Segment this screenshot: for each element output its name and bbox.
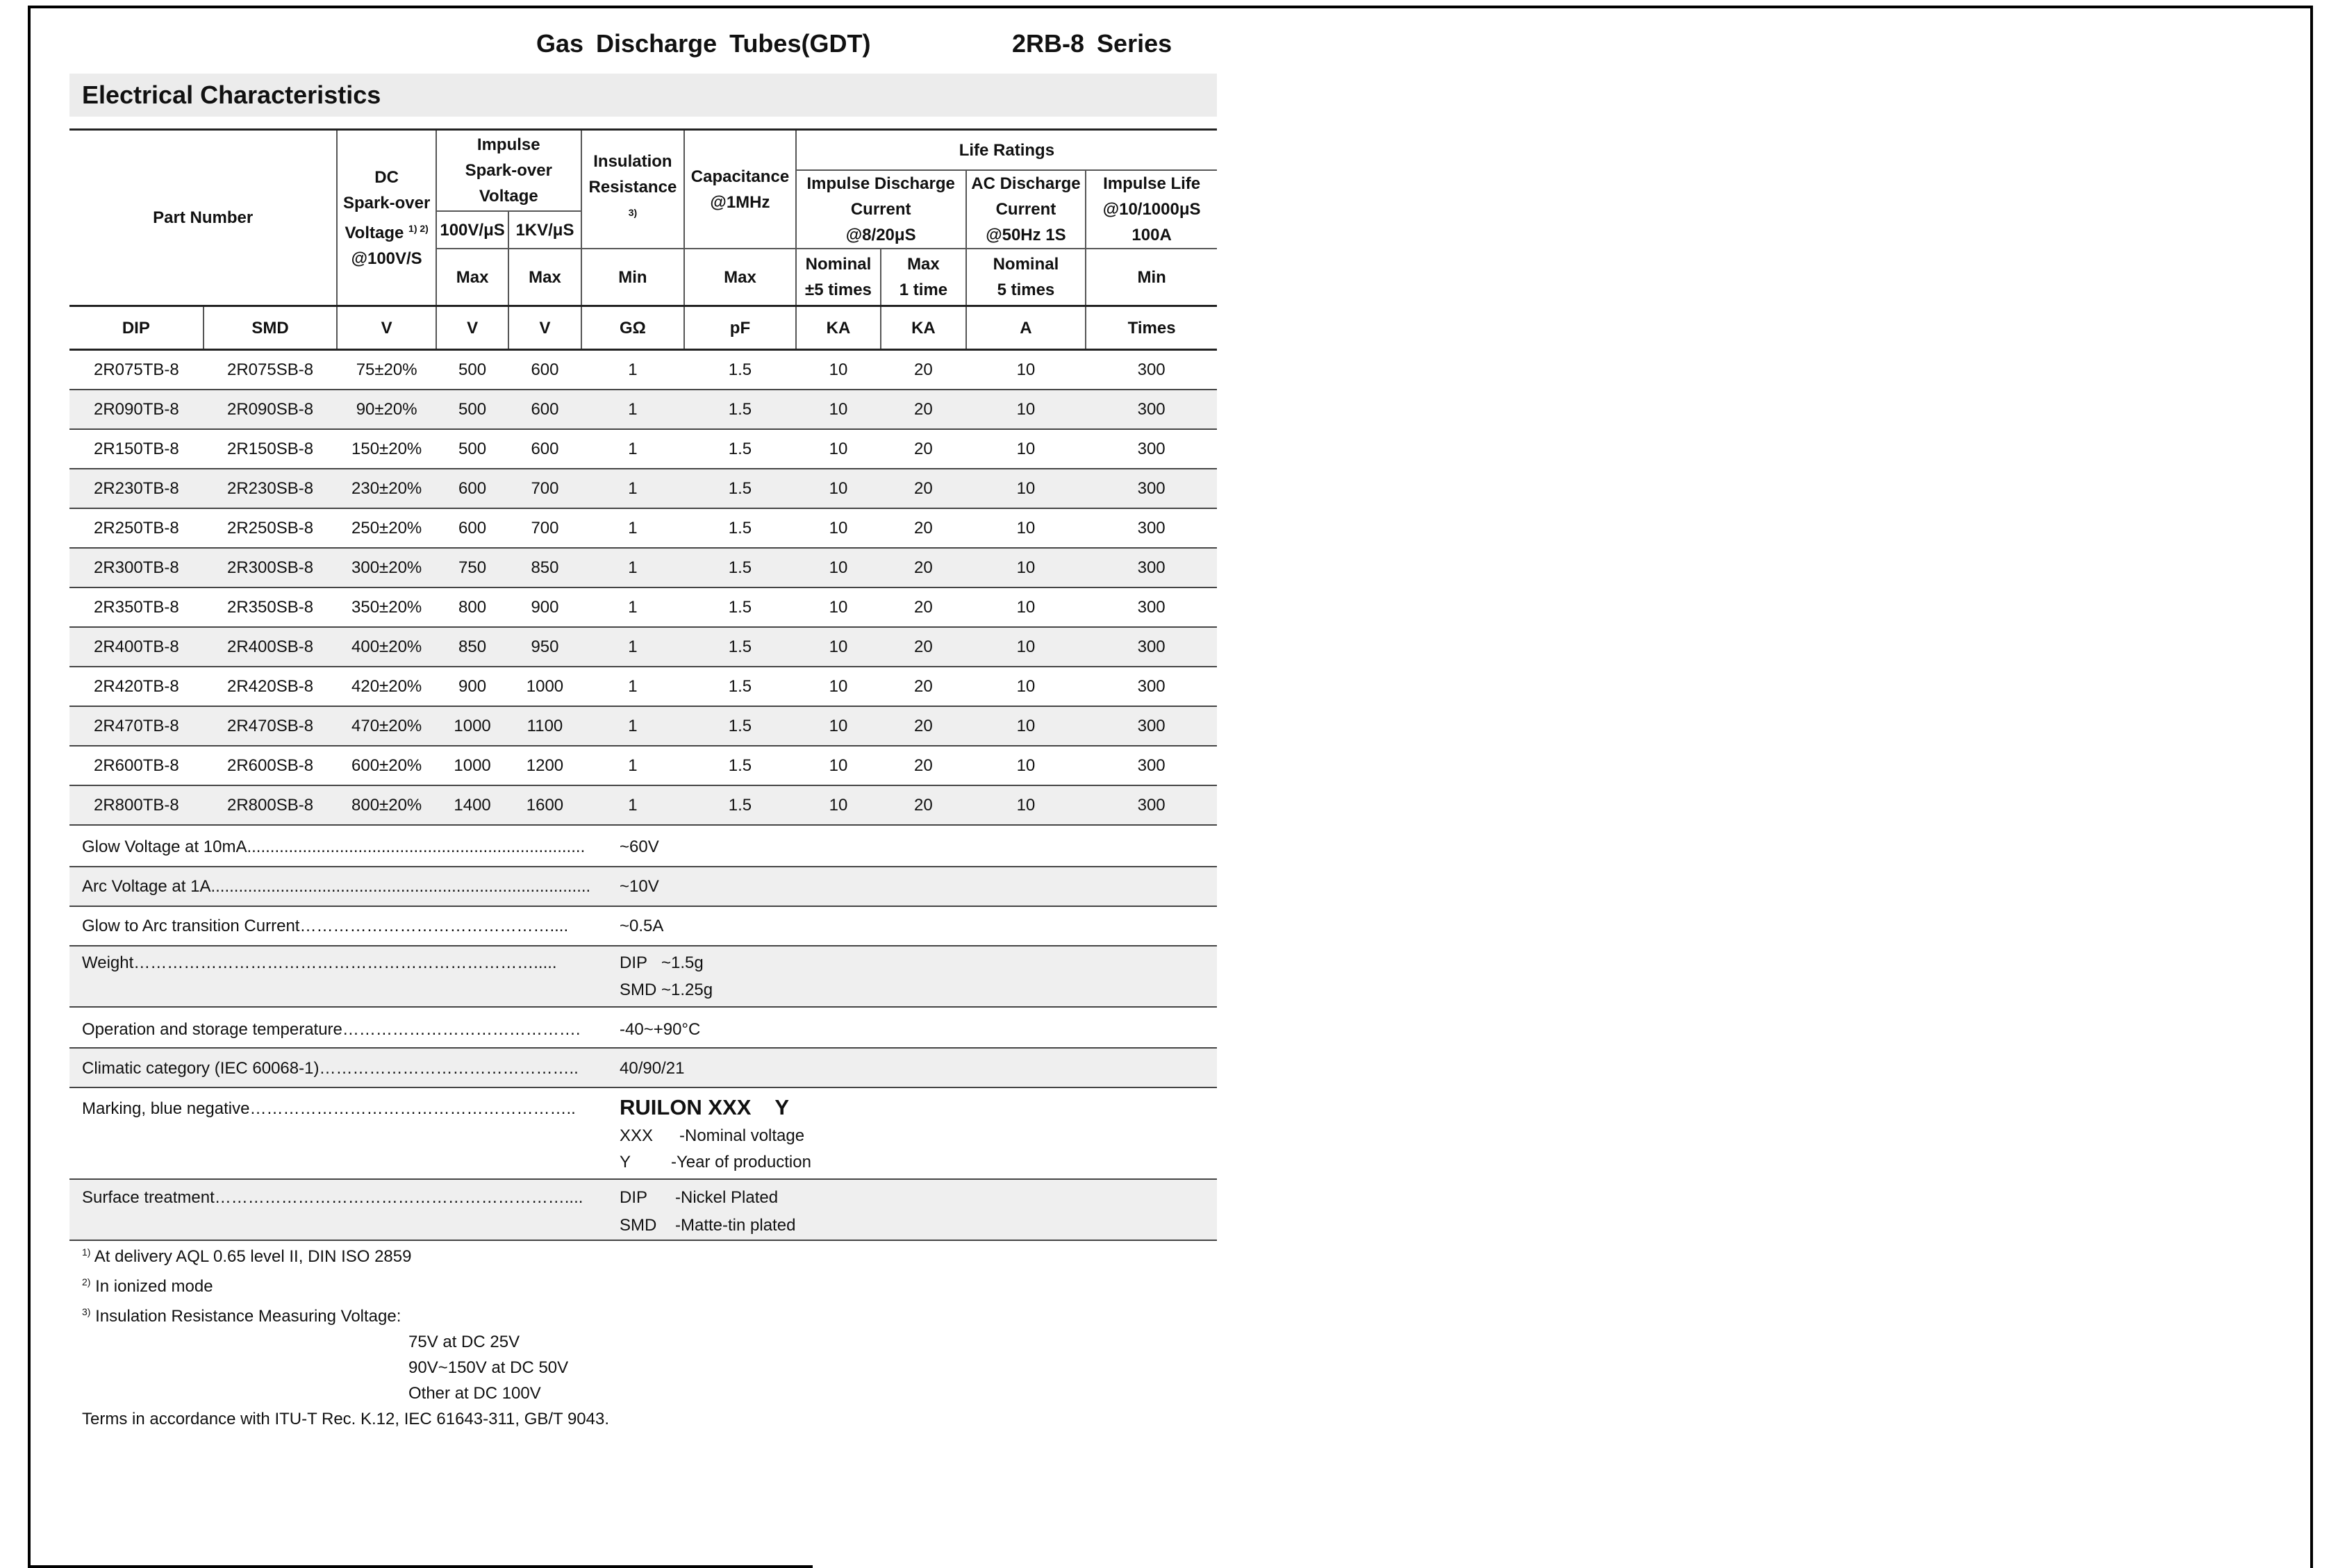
unit-cell: V [508,306,581,350]
smd-part-number: 2R075SB-8 [204,350,338,390]
table-cell: 300 [1086,508,1217,548]
dip-part-number: 2R150TB-8 [69,429,204,469]
table-cell: 950 [508,627,581,667]
header-insulation-resistance: Insulation Resistance $^{3)}$ [581,130,685,249]
table-cell: 1.5 [684,587,796,627]
table-cell: 1 [581,429,685,469]
header-nominal-5-times-ac: Nominal 5 times [966,249,1086,306]
table-cell: 700 [508,469,581,508]
table-cell: 300 [1086,785,1217,825]
table-row [69,429,1217,469]
table-row [69,587,1217,627]
header-capacitance: Capacitance @1MHz [684,130,796,249]
smd-part-number: 2R350SB-8 [204,587,338,627]
table-cell: 10 [796,667,881,706]
table-cell: 1.5 [684,667,796,706]
unit-cell: KA [881,306,965,350]
table-cell: 400±20% [337,627,436,667]
table-cell: 1200 [508,746,581,785]
table-cell: 300 [1086,429,1217,469]
table-cell: 1 [581,508,685,548]
table-row [69,667,1217,706]
table-cell: 1.5 [684,706,796,746]
unit-cell: DIP [69,306,204,350]
table-row [69,469,1217,508]
table-cell: 20 [881,429,965,469]
table-cell: 1.5 [684,785,796,825]
table-cell: 10 [796,390,881,429]
table-cell: 1400 [436,785,508,825]
measuring-voltage-1: 75V at DC 25V [408,1333,520,1351]
table-cell: 1.5 [684,548,796,587]
header-max: Max [508,249,581,306]
table-cell: 600 [436,508,508,548]
table-cell: 20 [881,548,965,587]
header-1kv-us: 1KV/μS [508,211,581,249]
table-cell: 500 [436,350,508,390]
smd-part-number: 2R470SB-8 [204,706,338,746]
table-cell: 900 [436,667,508,706]
table-cell: 10 [966,706,1086,746]
table-cell: 300 [1086,706,1217,746]
table-cell: 1 [581,587,685,627]
header-impulse-life: Impulse Life @10/1000μS 100A [1086,170,1217,249]
table-cell: 1 [581,706,685,746]
table-cell: 600 [436,469,508,508]
table-cell: 10 [796,469,881,508]
table-cell: 10 [966,627,1086,667]
table-cell: 10 [966,508,1086,548]
table-cell: 1100 [508,706,581,746]
header-100v-us: 100V/μS [436,211,508,249]
table-row [69,627,1217,667]
header-nominal-5-times: Nominal ±5 times [796,249,881,306]
table-cell: 20 [881,508,965,548]
table-cell: 1 [581,667,685,706]
table-cell: 10 [966,587,1086,627]
table-row [69,508,1217,548]
unit-cell: V [337,306,436,350]
table-cell: 1 [581,350,685,390]
table-cell: 1.5 [684,390,796,429]
terms-note: Terms in accordance with ITU-T Rec. K.12, IEC 61643-311, GB/T 9043. [82,1410,610,1428]
smd-part-number: 2R230SB-8 [204,469,338,508]
measuring-voltage-2: 90V~150V at DC 50V [408,1358,569,1377]
table-cell: 10 [966,548,1086,587]
dip-part-number: 2R420TB-8 [69,667,204,706]
table-cell: 300 [1086,350,1217,390]
page-frame-bottom [28,1565,813,1568]
table-cell: 1 [581,390,685,429]
table-cell: 10 [796,587,881,627]
table-cell: 300 [1086,627,1217,667]
footnote-3: $^{3)}$ Insulation Resistance Measuring Voltage: [82,1306,401,1326]
table-cell: 850 [508,548,581,587]
table-cell: 1 [581,785,685,825]
table-cell: 1600 [508,785,581,825]
section-title: Electrical Characteristics [69,74,1217,117]
table-cell: 10 [796,429,881,469]
property-glow-arc-transition: Glow to Arc transition Current……………………………………….... ~0.5A [69,907,1217,946]
table-cell: 250±20% [337,508,436,548]
properties-list [69,828,1217,1241]
header-ac-discharge-current: AC Discharge Current @50Hz 1S [966,170,1086,249]
table-cell: 300 [1086,548,1217,587]
header-max: Max [436,249,508,306]
footnote-1: $^{1)}$ At delivery AQL 0.65 level II, DIN ISO 2859 [82,1246,412,1266]
electrical-characteristics-table [69,128,1217,826]
header-min: Min [1086,249,1217,306]
table-cell: 1 [581,627,685,667]
table-cell: 10 [796,785,881,825]
table-cell: 600 [508,429,581,469]
table-cell: 1000 [436,746,508,785]
table-cell: 1.5 [684,746,796,785]
table-cell: 75±20% [337,350,436,390]
smd-part-number: 2R420SB-8 [204,667,338,706]
property-weight: Weight………………………………………………………………..... DIP ~1.5g SMD ~1.25g [69,946,1217,1008]
table-cell: 10 [966,350,1086,390]
table-cell: 300 [1086,667,1217,706]
table-cell: 300 [1086,587,1217,627]
table-cell: 800±20% [337,785,436,825]
table-cell: 1.5 [684,508,796,548]
table-cell: 10 [796,350,881,390]
footnotes [82,1240,609,1432]
table-cell: 600 [508,390,581,429]
table-cell: 10 [966,390,1086,429]
table-row [69,746,1217,785]
dip-part-number: 2R250TB-8 [69,508,204,548]
table-cell: 900 [508,587,581,627]
header-max-1-time: Max 1 time [881,249,965,306]
table-cell: 20 [881,390,965,429]
smd-part-number: 2R090SB-8 [204,390,338,429]
table-cell: 10 [966,429,1086,469]
unit-cell: KA [796,306,881,350]
table-cell: 700 [508,508,581,548]
property-climatic-category: Climatic category (IEC 60068-1)……………………………………….. 40/90/21 [69,1049,1217,1088]
table-cell: 20 [881,587,965,627]
dip-part-number: 2R350TB-8 [69,587,204,627]
header-part-number: Part Number [69,130,337,306]
unit-cell: A [966,306,1086,350]
table-cell: 10 [796,627,881,667]
dip-part-number: 2R800TB-8 [69,785,204,825]
smd-part-number: 2R800SB-8 [204,785,338,825]
header-dc-spark-over: DC Spark-over Voltage $^{1) 2)}$ @100V/S [337,130,436,306]
property-arc-voltage: Arc Voltage at 1A.................................................................................. ~10V [69,867,1217,907]
table-cell: 500 [436,429,508,469]
table-cell: 850 [436,627,508,667]
property-temperature: Operation and storage temperature……………………………………. -40~+90°C [69,1008,1217,1049]
unit-cell: V [436,306,508,350]
table-cell: 470±20% [337,706,436,746]
table-cell: 20 [881,746,965,785]
table-cell: 750 [436,548,508,587]
smd-part-number: 2R250SB-8 [204,508,338,548]
smd-part-number: 2R400SB-8 [204,627,338,667]
table-cell: 350±20% [337,587,436,627]
dip-part-number: 2R230TB-8 [69,469,204,508]
table-cell: 300 [1086,469,1217,508]
property-marking: Marking, blue negative………………………………………………….. RUILON XXX Y XXX -Nominal voltage Y -Year of production [69,1088,1217,1180]
table-cell: 10 [966,469,1086,508]
footnote-2: $^{2)}$ In ionized mode [82,1276,213,1296]
table-cell: 10 [966,667,1086,706]
table-cell: 20 [881,706,965,746]
table-cell: 10 [796,508,881,548]
unit-cell: pF [684,306,796,350]
property-glow-voltage: Glow Voltage at 10mA......................................................................... ~60V [69,828,1217,867]
table-cell: 1 [581,548,685,587]
table-row [69,548,1217,587]
table-cell: 600 [508,350,581,390]
page-title: Gas Discharge Tubes(GDT) [536,29,871,58]
dip-part-number: 2R300TB-8 [69,548,204,587]
table-cell: 20 [881,627,965,667]
measuring-voltage-3: Other at DC 100V [408,1384,541,1403]
table-row [69,350,1217,390]
header-min: Min [581,249,685,306]
smd-part-number: 2R300SB-8 [204,548,338,587]
table-cell: 10 [796,706,881,746]
table-cell: 1.5 [684,469,796,508]
table-cell: 800 [436,587,508,627]
unit-cell: GΩ [581,306,685,350]
table-cell: 420±20% [337,667,436,706]
table-cell: 20 [881,350,965,390]
table-cell: 10 [966,785,1086,825]
header-impulse-spark-over: Impulse Spark-over Voltage [436,130,581,212]
table-row [69,390,1217,429]
table-row [69,785,1217,825]
dip-part-number: 2R600TB-8 [69,746,204,785]
table-cell: 1000 [436,706,508,746]
header-life-ratings: Life Ratings [796,130,1217,171]
header-impulse-discharge-current: Impulse Discharge Current @8/20μS [796,170,966,249]
table-cell: 10 [796,548,881,587]
table-cell: 300±20% [337,548,436,587]
table-cell: 300 [1086,390,1217,429]
unit-cell: Times [1086,306,1217,350]
smd-part-number: 2R150SB-8 [204,429,338,469]
table-cell: 20 [881,469,965,508]
table-cell: 150±20% [337,429,436,469]
table-cell: 90±20% [337,390,436,429]
table-cell: 20 [881,785,965,825]
table-cell: 600±20% [337,746,436,785]
dip-part-number: 2R090TB-8 [69,390,204,429]
smd-part-number: 2R600SB-8 [204,746,338,785]
table-cell: 20 [881,667,965,706]
table-cell: 300 [1086,746,1217,785]
dip-part-number: 2R400TB-8 [69,627,204,667]
table-cell: 1.5 [684,429,796,469]
table-body [69,350,1217,826]
table-cell: 1 [581,746,685,785]
table-row [69,706,1217,746]
table-cell: 1.5 [684,350,796,390]
property-surface-treatment: Surface treatment……………………………………………………….... DIP -Nickel Plated SMD -Matte-tin plated [69,1180,1217,1241]
table-cell: 10 [796,746,881,785]
table-cell: 1 [581,469,685,508]
dip-part-number: 2R075TB-8 [69,350,204,390]
table-cell: 230±20% [337,469,436,508]
table-cell: 1000 [508,667,581,706]
unit-cell: SMD [204,306,338,350]
table-cell: 1.5 [684,627,796,667]
table-cell: 500 [436,390,508,429]
dip-part-number: 2R470TB-8 [69,706,204,746]
series-title: 2RB-8 Series [1012,29,1172,58]
header-max: Max [684,249,796,306]
table-cell: 10 [966,746,1086,785]
